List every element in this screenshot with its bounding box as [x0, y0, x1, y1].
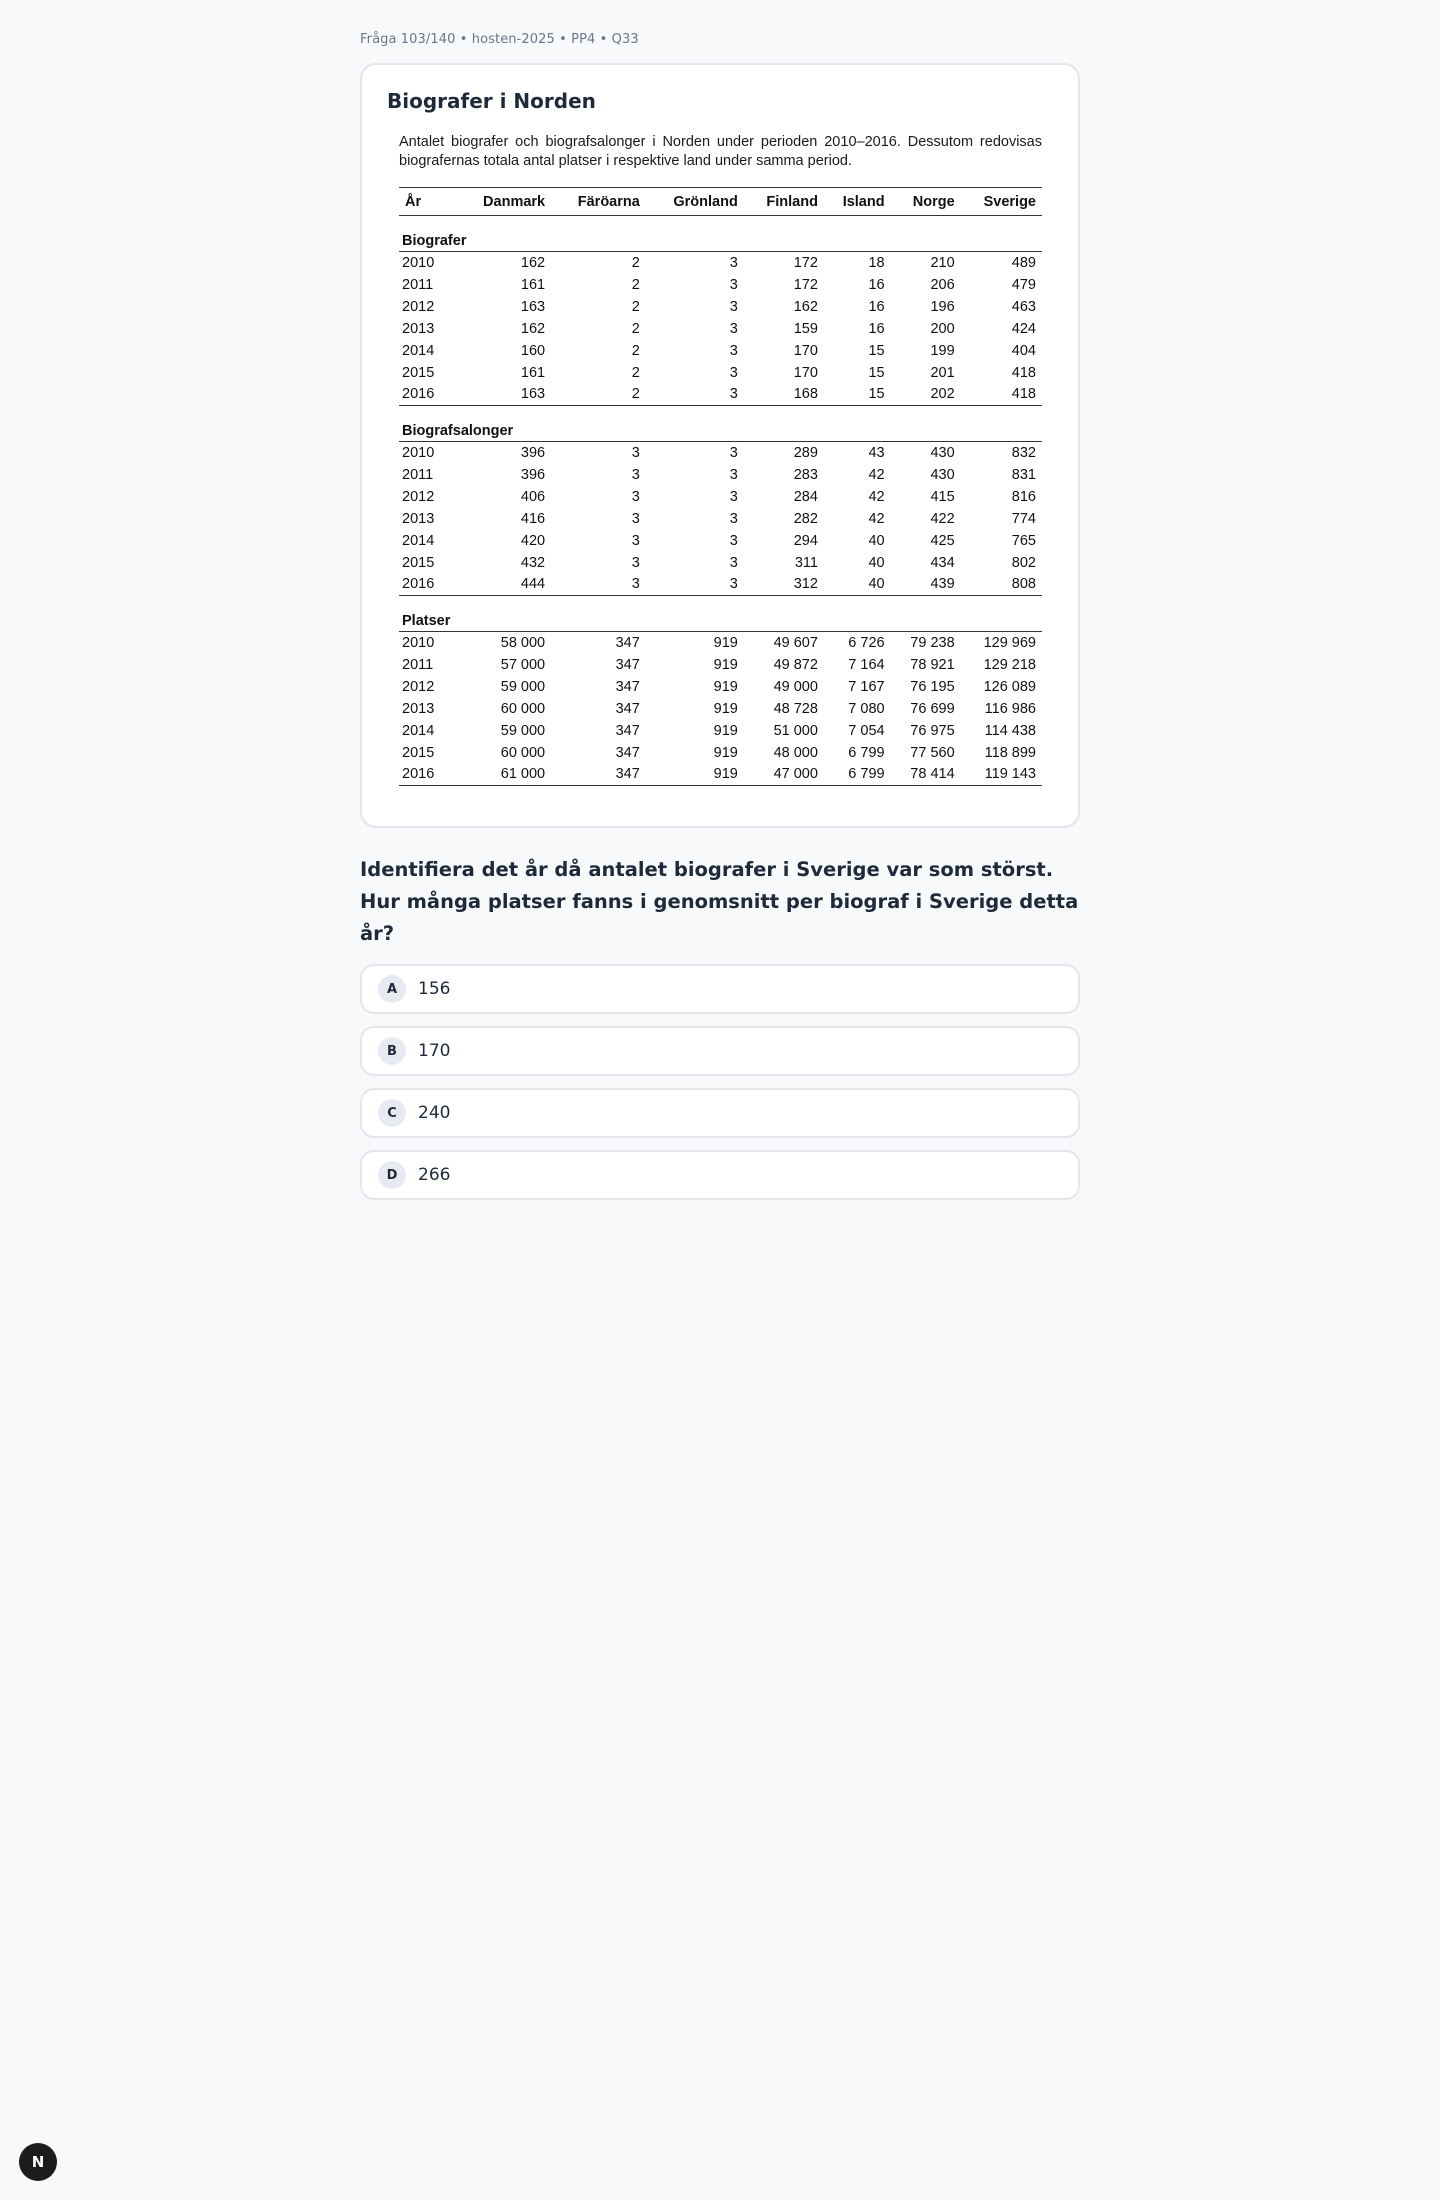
value-cell: 202: [891, 384, 961, 406]
table-row: [399, 384, 1042, 406]
value-cell: 40: [868, 554, 885, 571]
value-cell: 49 607: [773, 634, 818, 651]
value-cell: 49 000: [773, 678, 818, 695]
section-title: Biografer: [399, 216, 1042, 252]
value-cell: 163: [456, 384, 551, 406]
value-cell: 2: [631, 342, 640, 359]
value-cell: 42: [868, 466, 885, 483]
value-cell: 78 414: [891, 764, 961, 786]
value-cell: 808: [961, 574, 1042, 596]
value-cell: 3: [729, 466, 738, 483]
value-cell: 347: [615, 634, 640, 651]
value-cell: 3: [729, 342, 738, 359]
value-cell: 430: [930, 444, 955, 461]
table-row: [399, 274, 1042, 296]
value-cell: 116 986: [984, 700, 1036, 717]
value-cell: 60 000: [500, 744, 546, 761]
value-cell: 420: [520, 532, 546, 549]
value-cell: 78 921: [910, 656, 955, 673]
value-cell: 16: [868, 298, 885, 315]
section-title: Biografsalonger: [399, 406, 1042, 442]
table-row: [399, 632, 1042, 654]
header-danmark: Danmark: [456, 188, 551, 216]
value-cell: 312: [744, 574, 824, 596]
value-cell: 415: [930, 488, 955, 505]
value-cell: 40: [824, 574, 891, 596]
table-row: [399, 296, 1042, 318]
table-row: [399, 742, 1042, 764]
app-logo-button[interactable]: [19, 2143, 57, 2181]
value-cell: 172: [793, 254, 818, 271]
value-cell: 172: [793, 276, 818, 293]
table-row: [399, 698, 1042, 720]
value-cell: 919: [713, 656, 738, 673]
value-cell: 919: [713, 744, 738, 761]
content-column: [360, 0, 1080, 1212]
value-cell: 201: [930, 364, 955, 381]
value-cell: 418: [961, 384, 1042, 406]
value-cell: 802: [1011, 554, 1036, 571]
value-cell: 6 726: [848, 634, 885, 651]
table-row: [399, 676, 1042, 698]
value-cell: 289: [793, 444, 818, 461]
section-title: Platser: [399, 596, 1042, 632]
value-cell: 3: [729, 364, 738, 381]
value-cell: 60 000: [500, 700, 546, 717]
year-cell: 2016: [399, 574, 456, 596]
value-cell: 3: [631, 466, 640, 483]
value-cell: 294: [793, 532, 818, 549]
value-cell: 6 799: [848, 744, 885, 761]
value-cell: 161: [520, 364, 546, 381]
question-meta: Fråga 103/140 • hosten-2025 • PP4 • Q33: [360, 32, 639, 47]
year-cell: 2011: [402, 656, 434, 673]
value-cell: 79 238: [910, 634, 955, 651]
table-row: [399, 252, 1042, 274]
value-cell: 2: [631, 298, 640, 315]
header-faroarna: Färöarna: [551, 188, 646, 216]
value-cell: 3: [631, 510, 640, 527]
value-cell: 170: [793, 342, 818, 359]
value-cell: 311: [794, 554, 818, 571]
value-cell: 2: [631, 254, 640, 271]
value-cell: 3: [729, 488, 738, 505]
option-a[interactable]: [360, 964, 1080, 1014]
value-cell: 347: [551, 764, 646, 786]
year-cell: 2010: [402, 634, 435, 651]
year-cell: 2011: [402, 466, 434, 483]
value-cell: 159: [793, 320, 818, 337]
section-header-row: [399, 216, 1042, 252]
value-cell: 425: [930, 532, 955, 549]
value-cell: 126 089: [983, 678, 1036, 695]
value-cell: 3: [631, 488, 640, 505]
value-cell: 129 969: [983, 634, 1036, 651]
value-cell: 406: [520, 488, 546, 505]
value-cell: 118 899: [984, 744, 1036, 761]
value-cell: 418: [1011, 364, 1036, 381]
value-cell: 206: [930, 276, 955, 293]
value-cell: 479: [1011, 276, 1036, 293]
value-cell: 444: [456, 574, 551, 596]
value-cell: 42: [868, 488, 885, 505]
value-cell: 489: [1011, 254, 1036, 271]
option-text: 170: [418, 1041, 451, 1061]
value-cell: 3: [729, 444, 738, 461]
value-cell: 424: [1011, 320, 1036, 337]
year-cell: 2011: [402, 276, 434, 293]
value-cell: 434: [930, 554, 955, 571]
table-row: [399, 654, 1042, 676]
value-cell: 77 560: [910, 744, 955, 761]
value-cell: 76 195: [910, 678, 955, 695]
value-cell: 919: [713, 634, 738, 651]
value-cell: 163: [520, 298, 546, 315]
value-cell: 396: [520, 466, 546, 483]
value-cell: 3: [729, 554, 738, 571]
table-row: [399, 442, 1042, 464]
option-text: 240: [418, 1103, 451, 1123]
option-letter-badge: A: [378, 975, 406, 1003]
value-cell: 129 218: [983, 656, 1036, 673]
value-cell: 919: [713, 678, 738, 695]
year-cell: 2015: [402, 554, 435, 571]
value-cell: 765: [1011, 532, 1036, 549]
table-row: [399, 508, 1042, 530]
value-cell: 6 799: [824, 764, 891, 786]
table-row: [399, 530, 1042, 552]
value-cell: 774: [1011, 510, 1036, 527]
header-finland: Finland: [744, 188, 824, 216]
value-cell: 210: [930, 254, 955, 271]
table-row: [399, 340, 1042, 362]
value-cell: 2: [631, 364, 640, 381]
value-cell: 42: [868, 510, 885, 527]
year-cell: 2014: [402, 532, 435, 549]
value-cell: 832: [1011, 444, 1036, 461]
section-header-row: [399, 596, 1042, 632]
table-row: [399, 764, 1042, 786]
value-cell: 3: [631, 554, 640, 571]
option-c[interactable]: [360, 1088, 1080, 1138]
value-cell: 58 000: [500, 634, 546, 651]
value-cell: 919: [713, 722, 738, 739]
value-cell: 40: [868, 532, 885, 549]
value-cell: 114 438: [984, 722, 1036, 739]
value-cell: 347: [615, 656, 640, 673]
value-cell: 432: [520, 554, 546, 571]
header-sverige: Sverige: [961, 188, 1042, 216]
value-cell: 2: [551, 384, 646, 406]
value-cell: 200: [930, 320, 955, 337]
table-body: [399, 216, 1042, 786]
year-cell: 2016: [399, 764, 456, 786]
value-cell: 199: [930, 342, 955, 359]
value-cell: 439: [891, 574, 961, 596]
value-cell: 160: [520, 342, 546, 359]
data-table: [399, 187, 1042, 786]
year-cell: 2010: [402, 254, 435, 271]
value-cell: 430: [930, 466, 955, 483]
value-cell: 15: [824, 384, 891, 406]
figure-intro: Antalet biografer och biografsalonger i Norden under perioden 2010–2016. Dessutom redovisas biografernas totala antal platser i respektive land under samma period.: [399, 134, 1042, 169]
question-text: Identifiera det år då antalet biografer i Sverige var som störst. Hur många platser fanns i genomsnitt per biograf i Sverige detta år?: [360, 858, 1079, 945]
value-cell: 3: [631, 532, 640, 549]
value-cell: 282: [793, 510, 818, 527]
value-cell: 48 728: [773, 700, 818, 717]
value-cell: 162: [793, 298, 818, 315]
value-cell: 162: [520, 254, 546, 271]
value-cell: 347: [615, 744, 640, 761]
value-cell: 2: [631, 320, 640, 337]
year-cell: 2015: [402, 364, 435, 381]
year-cell: 2013: [402, 510, 435, 527]
value-cell: 61 000: [456, 764, 551, 786]
table-row: [399, 574, 1042, 596]
year-cell: 2015: [402, 744, 435, 761]
value-cell: 3: [729, 320, 738, 337]
value-cell: 7 164: [848, 656, 885, 673]
value-cell: 3: [551, 574, 646, 596]
option-text: 266: [418, 1165, 451, 1185]
value-cell: 47 000: [744, 764, 824, 786]
value-cell: 7 080: [848, 700, 885, 717]
year-cell: 2012: [402, 488, 435, 505]
value-cell: 48 000: [773, 744, 818, 761]
value-cell: 49 872: [773, 656, 818, 673]
header-gronland: Grönland: [646, 188, 744, 216]
value-cell: 16: [868, 320, 885, 337]
value-cell: 51 000: [773, 722, 818, 739]
header-island: Island: [824, 188, 891, 216]
value-cell: 347: [615, 722, 640, 739]
value-cell: 347: [615, 678, 640, 695]
table-header-row: [399, 188, 1042, 216]
figure-card: [360, 63, 1080, 828]
value-cell: 3: [729, 298, 738, 315]
value-cell: 168: [744, 384, 824, 406]
answer-options: [360, 964, 1080, 1200]
year-cell: 2016: [399, 384, 456, 406]
value-cell: 283: [793, 466, 818, 483]
year-cell: 2014: [402, 722, 435, 739]
value-cell: 76 699: [910, 700, 955, 717]
value-cell: 18: [868, 254, 885, 271]
value-cell: 3: [646, 574, 744, 596]
value-cell: 170: [793, 364, 818, 381]
value-cell: 347: [615, 700, 640, 717]
table-row: [399, 720, 1042, 742]
table-row: [399, 464, 1042, 486]
value-cell: 57 000: [500, 656, 546, 673]
year-cell: 2012: [402, 298, 435, 315]
value-cell: 76 975: [910, 722, 955, 739]
value-cell: 3: [631, 444, 640, 461]
figure-title: Biografer i Norden: [387, 89, 596, 113]
value-cell: 919: [713, 700, 738, 717]
figure-image: [387, 133, 1053, 786]
value-cell: 196: [930, 298, 955, 315]
value-cell: 59 000: [500, 678, 546, 695]
value-cell: 422: [930, 510, 955, 527]
value-cell: 2: [631, 276, 640, 293]
year-cell: 2012: [402, 678, 435, 695]
year-cell: 2010: [402, 444, 435, 461]
value-cell: 59 000: [500, 722, 546, 739]
value-cell: 404: [1011, 342, 1036, 359]
value-cell: 162: [520, 320, 546, 337]
value-cell: 3: [729, 532, 738, 549]
value-cell: 416: [520, 510, 546, 527]
option-d[interactable]: [360, 1150, 1080, 1200]
year-cell: 2013: [402, 700, 435, 717]
header-norge: Norge: [891, 188, 961, 216]
value-cell: 15: [868, 342, 885, 359]
n-logo-icon: N: [31, 2153, 45, 2171]
section-header-row: [399, 406, 1042, 442]
header-year: År: [399, 188, 456, 216]
value-cell: 3: [729, 510, 738, 527]
table-row: [399, 318, 1042, 340]
table-row: [399, 552, 1042, 574]
table-row: [399, 362, 1042, 384]
value-cell: 3: [729, 276, 738, 293]
value-cell: 816: [1011, 488, 1036, 505]
value-cell: 3: [729, 254, 738, 271]
value-cell: 919: [646, 764, 744, 786]
value-cell: 284: [793, 488, 818, 505]
table-row: [399, 486, 1042, 508]
value-cell: 463: [1011, 298, 1036, 315]
year-cell: 2014: [402, 342, 435, 359]
value-cell: 831: [1011, 466, 1036, 483]
value-cell: 7 167: [848, 678, 885, 695]
option-letter-badge: B: [378, 1037, 406, 1065]
value-cell: 43: [868, 444, 885, 461]
value-cell: 396: [520, 444, 546, 461]
value-cell: 161: [520, 276, 546, 293]
value-cell: 3: [646, 384, 744, 406]
year-cell: 2013: [402, 320, 435, 337]
option-letter-badge: D: [378, 1161, 406, 1189]
value-cell: 119 143: [961, 764, 1042, 786]
option-letter-badge: C: [378, 1099, 406, 1127]
value-cell: 15: [868, 364, 885, 381]
option-b[interactable]: [360, 1026, 1080, 1076]
value-cell: 16: [868, 276, 885, 293]
option-text: 156: [418, 979, 451, 999]
value-cell: 7 054: [848, 722, 885, 739]
